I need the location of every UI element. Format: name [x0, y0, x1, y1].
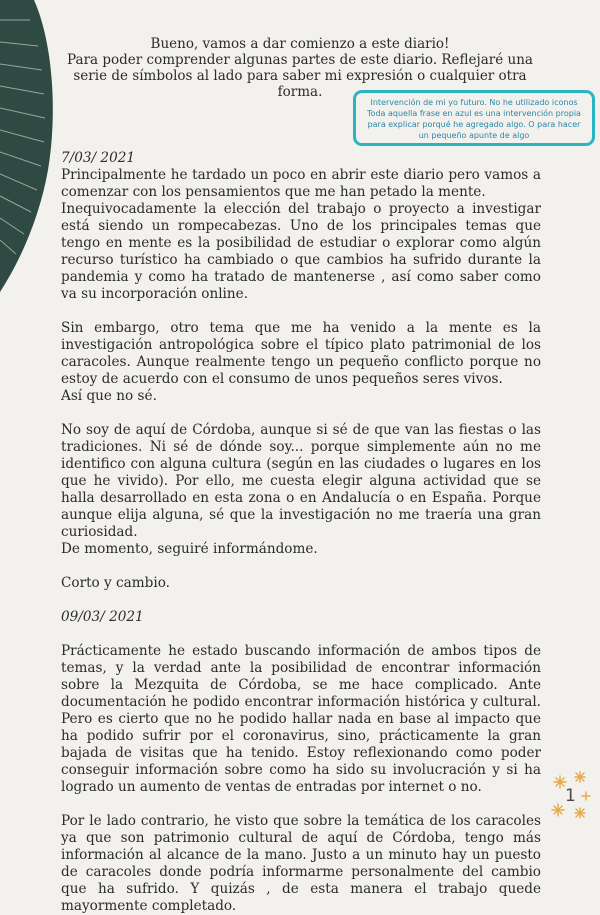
entry-paragraph: De momento, seguiré informándome.: [61, 541, 318, 557]
entry-paragraph: No soy de aquí de Córdoba, aunque si sé de que van las fiestas o las tradiciones. Ni sé de dónde soy... porque simplemente aún no me identifico con alguna cultura (según en las ciudades o lugares en los que he vivido). Por ello, me cuesta elegir alguna actividad que se halla desarrollado en esta zona o en Andalucía o en España. Porque aunque elija alguna, sé que la investigación no me traería una gran curiosidad.: [61, 422, 541, 540]
entry-paragraph: Sin embargo, otro tema que me ha venido a la mente es la investigación antropológica sobre el típico plato patrimonial de los caracoles. Aunque realmente tengo un pequeño conflicto porque no estoy de acuerdo con el consumo de unos pequeños seres vivos.: [61, 320, 541, 387]
future-self-note: [353, 90, 595, 146]
page-number: 1: [565, 786, 576, 806]
entry-paragraph: Inequivocadamente la elección del trabajo o proyecto a investigar está siendo un rompecabezas. Uno de los principales temas que tengo en mente es la posibilidad de estudiar o explorar como algún recurso turístico ha cambiado o que cambios ha sufrido durante la pandemia y como ha tratado de mantenerse , así como saber como va su incorporación online.: [61, 201, 541, 302]
entry-paragraph: Prácticamente he estado buscando información de ambos tipos de temas, y la verdad ante la posibilidad de encontrar información sobre la Mezquita de Córdoba, se me hace complicado. Ante documentación he podido encontrar información histórica y cultural. Pero es cierto que no he podido hallar nada en base al impacto que ha podido sufrir por el coronavirus, sino, prácticamente la gran bajada de visitas que ha tenido. Estoy reflexionando como poder conseguir información sobre como ha sido su involucración y si ha logrado un aumento de ventas de entradas por internet o no.: [61, 643, 541, 795]
entry-sign-off: Corto y cambio.: [61, 575, 170, 591]
entry-paragraph: Así que no sé.: [61, 388, 157, 404]
entry-paragraph: Principalmente he tardado un poco en abrir este diario pero vamos a comenzar con los pensamientos que me han petado la mente.: [61, 167, 541, 200]
leaf-decoration: [0, 0, 70, 300]
entry-date: 09/03/ 2021: [61, 609, 144, 625]
entry-date: 7/03/ 2021: [61, 150, 136, 166]
entry-paragraph: Por le lado contrario, he visto que sobre la temática de los caracoles ya que son patrimonio cultural de aquí de Córdoba, tengo más información al alcance de la mano. Justo a un minuto hay un puesto de caracoles donde podría informarme personalmente del cambio que ha sufrido. Y quizás , de esta manera el trabajo quede mayormente completado.: [61, 813, 541, 914]
diary-body: [61, 150, 541, 915]
intro-explanation: Para poder comprender algunas partes de este diario. Reflejaré una serie de símbolos al lado para saber mi expresión o cualquier otra forma.: [67, 52, 533, 100]
intro-greeting: Bueno, vamos a dar comienzo a este diario!: [150, 36, 450, 52]
note-text: Intervención de mi yo futuro. No he utilizado iconos Toda aquella frase en azul es una intervención propia para explicar porqué he agregado algo. O para hacer un pequeño apunte de algo: [367, 98, 581, 140]
